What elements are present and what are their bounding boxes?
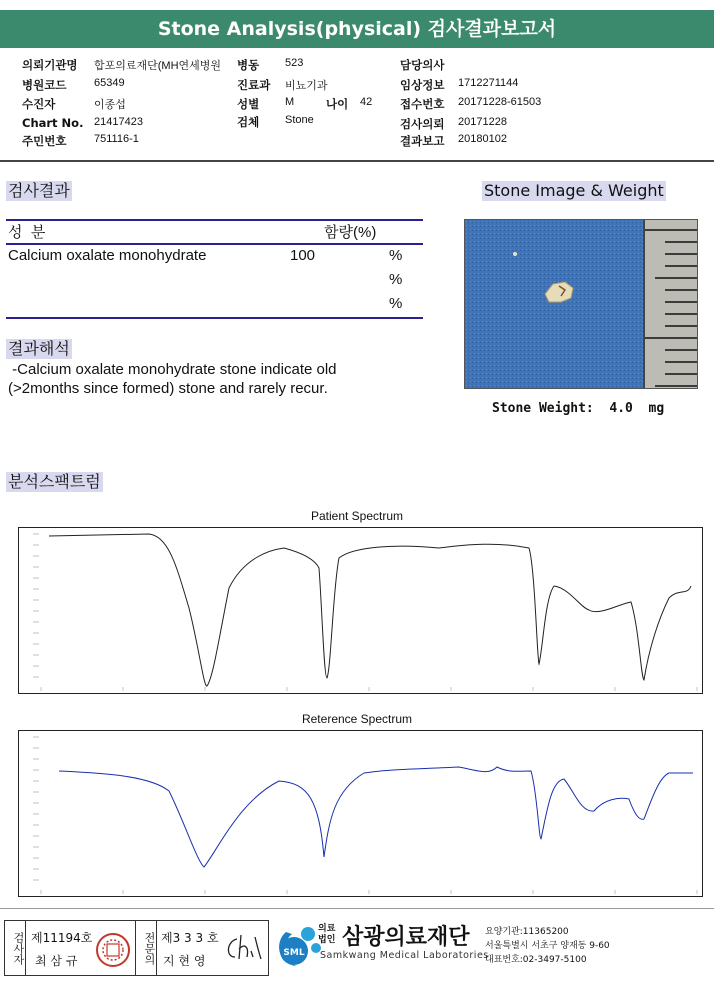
unit-cell: % — [389, 295, 403, 312]
dept-value: 비뇨기과 — [285, 80, 328, 92]
inspector-label: 검사자 — [5, 921, 26, 975]
spectrum-trace — [49, 534, 691, 686]
clinical-value: 1712271144 — [458, 77, 519, 89]
id-label: 주민번호 — [22, 134, 67, 148]
doctor-label: 담당의사 — [400, 58, 445, 72]
stone-photo — [464, 219, 698, 389]
patient-spectrum-plot — [18, 527, 703, 694]
reference-spectrum-title: Reterence Spectrum — [301, 712, 413, 726]
report-title: Stone Analysis(physical) 검사결과보고서 — [0, 10, 714, 48]
patient-label: 수진자 — [22, 97, 56, 111]
patient-spectrum-graphic — [19, 528, 702, 693]
age-value: 42 — [360, 96, 373, 108]
specimen-value: Stone — [285, 114, 314, 126]
specialist-label: 전문의 — [135, 921, 157, 975]
inspector-license: 제11194호 — [31, 931, 93, 945]
hospital-label: 의뢰기관명 — [22, 58, 78, 72]
specialist-license: 제3 3 3 호 — [161, 931, 219, 945]
report-date-value: 20180102 — [458, 133, 507, 145]
stone-weight: Stone Weight: 4.0 mg — [492, 401, 665, 416]
org-type: 의료법인 — [318, 924, 336, 945]
inspector-name: 최 삼 규 — [35, 954, 78, 968]
report-date-label: 결과보고 — [400, 134, 445, 148]
results-heading: 검사결과 — [8, 181, 70, 200]
footer-divider — [0, 908, 714, 909]
stone-heading: Stone Image & Weight — [484, 181, 664, 200]
inspector-seal — [95, 932, 131, 968]
results-header-rule — [6, 243, 423, 245]
receipt-value: 20171228-61503 — [458, 96, 542, 108]
patient-spectrum-title: Patient Spectrum — [310, 509, 404, 523]
unit-cell: % — [389, 247, 403, 264]
dept-label: 진료과 — [237, 78, 271, 92]
component-header: 성 분 — [8, 224, 46, 241]
org-english: Samkwang Medical Laboratories — [320, 950, 489, 961]
request-label: 검사의뢰 — [400, 117, 445, 131]
logo-badge-text: SML — [283, 948, 305, 958]
clinical-label: 임상정보 — [400, 78, 445, 92]
interpretation-line-2: (>2months since formed) stone and rarely recur. — [8, 380, 328, 397]
receipt-label: 접수번호 — [400, 97, 445, 111]
sex-label: 성별 — [237, 97, 260, 111]
org-name: 삼광의료재단 — [342, 925, 470, 950]
reference-spectrum-plot — [18, 730, 703, 897]
code-value: 65349 — [94, 77, 125, 89]
spectrum-trace — [59, 767, 693, 867]
ward-label: 병동 — [237, 58, 260, 72]
interpretation-line-1: -Calcium oxalate monohydrate stone indicate old — [8, 361, 337, 378]
ward-value: 523 — [285, 57, 304, 69]
signature-panel — [4, 920, 269, 976]
chart-label: Chart No. — [22, 116, 84, 130]
content-value-cell: 100 — [290, 247, 316, 264]
specialist-signature — [223, 931, 263, 965]
component-cell: Calcium oxalate monohydrate — [8, 247, 207, 264]
code-label: 병원코드 — [22, 78, 67, 92]
spectrum-heading: 분석스팩트럼 — [8, 472, 101, 491]
org-address: 서울특별시 서초구 양재동 9-60 — [485, 941, 610, 951]
agency-number: 요양기관:11365200 — [485, 927, 569, 937]
sex-value: M — [285, 96, 295, 108]
specialist-name: 지 현 영 — [163, 954, 206, 968]
specimen-label: 검체 — [237, 115, 260, 129]
hospital-value: 합포의료재단(MH연세병원 — [94, 60, 222, 72]
info-divider — [0, 160, 714, 162]
results-bottom-rule — [6, 317, 423, 319]
reference-spectrum-graphic — [19, 731, 702, 896]
chart-value: 21417423 — [94, 116, 143, 128]
unit-cell: % — [389, 271, 403, 288]
interpretation-heading: 결과해석 — [8, 339, 70, 358]
request-value: 20171228 — [458, 116, 507, 128]
stone-photo-graphic — [465, 220, 697, 388]
age-label: 나이 — [326, 97, 349, 111]
content-header: 함량(%) — [324, 224, 377, 241]
patient-value: 이종섭 — [94, 99, 126, 111]
org-phone: 대표번호:02-3497-5100 — [485, 955, 587, 965]
id-value: 751116-1 — [94, 133, 139, 145]
